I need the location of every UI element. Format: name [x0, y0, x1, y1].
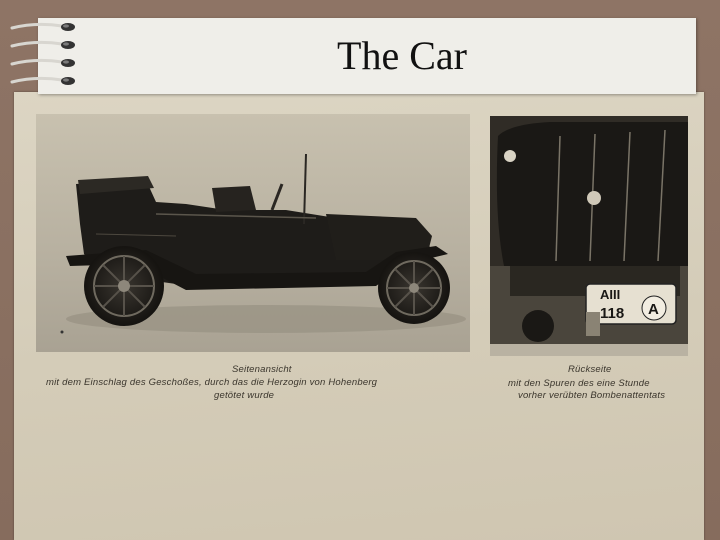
car-side-view-illustration — [36, 114, 470, 352]
plate-text-1: AIII — [600, 287, 621, 302]
slide-title: The Car — [337, 33, 467, 78]
right-caption-line-1: mit den Spuren des eine Stunde — [508, 378, 650, 389]
left-caption-heading: Seitenansicht — [232, 364, 292, 375]
postcard-photo — [14, 92, 704, 540]
right-caption-heading: Rückseite — [568, 364, 612, 375]
right-caption-line-2: vorher verübten Bombenattentats — [518, 390, 666, 401]
left-caption-line-2: getötet wurde — [214, 390, 275, 401]
binder-rings — [6, 20, 80, 100]
car-rear-view-illustration — [490, 116, 688, 356]
title-paper — [38, 18, 696, 94]
plate-letter: A — [648, 301, 659, 318]
left-caption-line-1: mit dem Einschlag des Geschoßes, durch das die Herzogin von Hohenberg — [46, 377, 378, 388]
car-rear-view-photo — [490, 116, 688, 356]
plate-text-2: 118 — [600, 305, 625, 322]
spiral-rings-icon — [6, 20, 80, 100]
car-side-view-photo — [36, 114, 470, 352]
